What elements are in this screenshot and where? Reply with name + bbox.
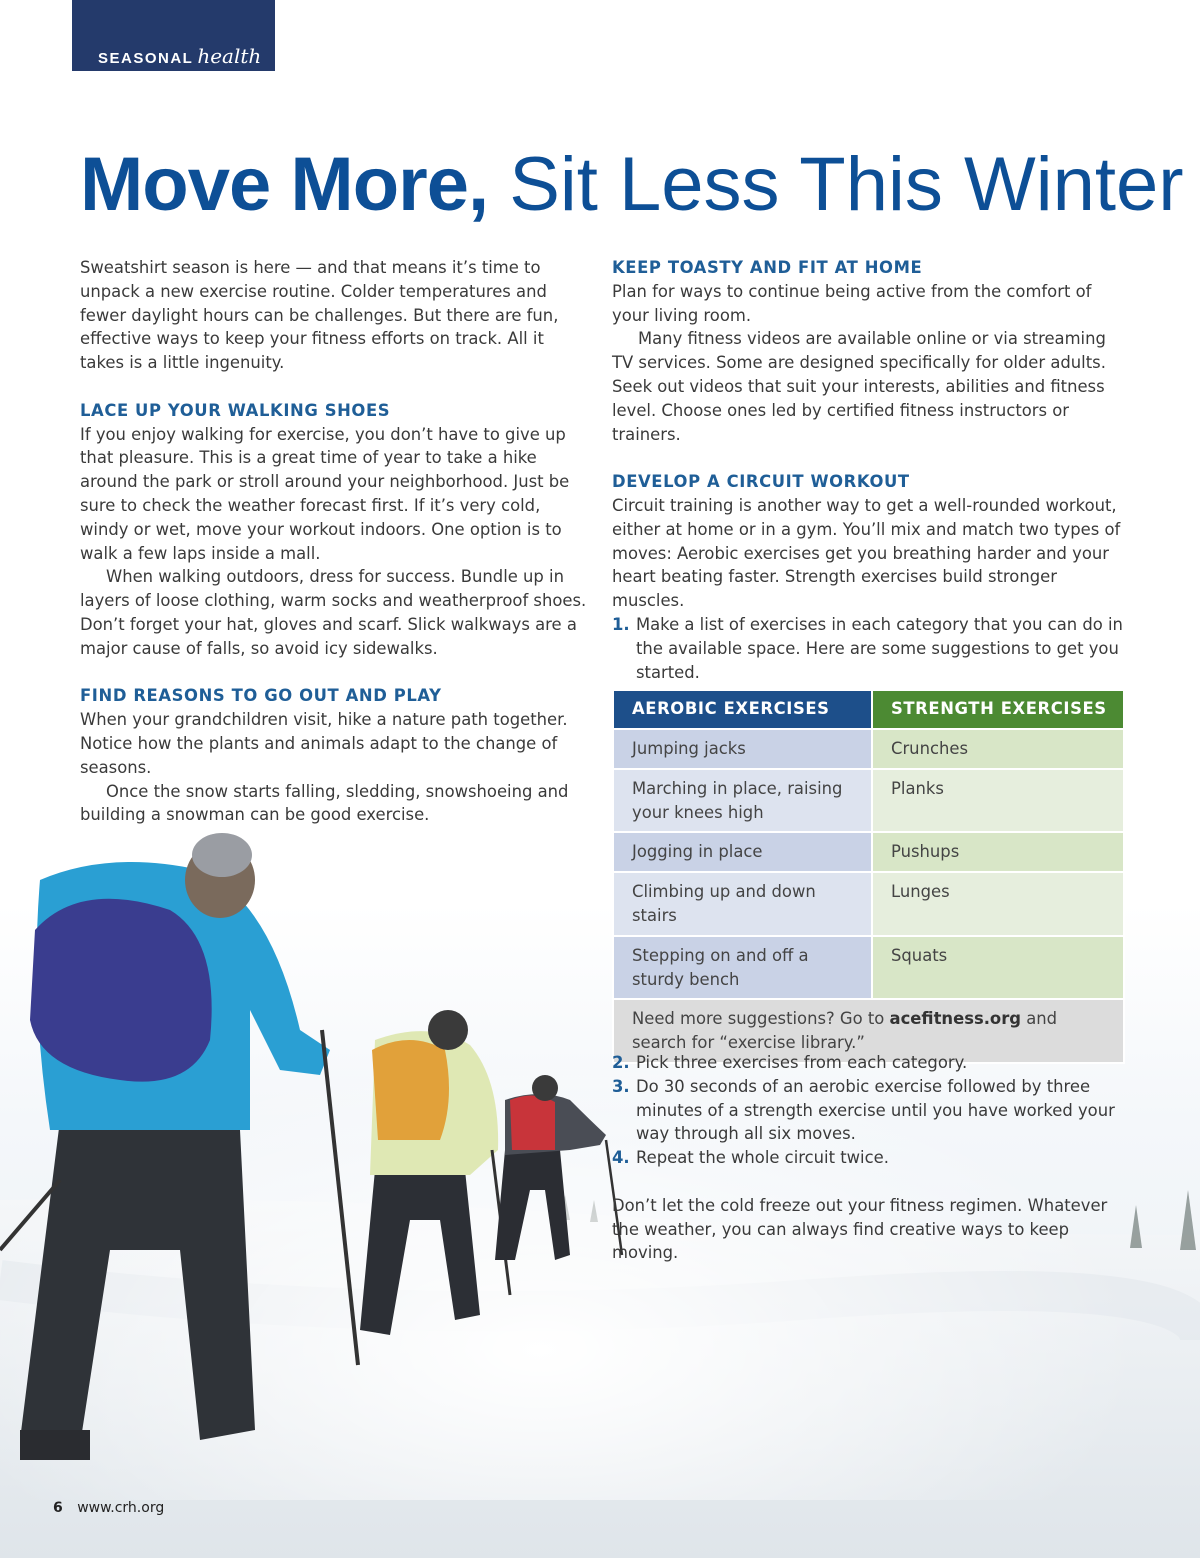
step-text: Do 30 seconds of an aerobic exercise followed by three minutes of a strength exercise until you have worked your way through all six moves. — [636, 1076, 1115, 1144]
exercise-table — [612, 689, 1125, 1064]
walking-paragraph-2: When walking outdoors, dress for success. Bundle up in layers of loose clothing, warm socks and weatherproof shoes. Don’t forget your hat, gloves and scarf. Slick walkways are a major cause of falls, so avoid icy sidewalks. — [80, 567, 587, 658]
strength-header: STRENGTH EXERCISES — [872, 690, 1124, 729]
step-text: Repeat the whole circuit twice. — [636, 1148, 889, 1168]
note-text-before: Need more suggestions? Go to — [632, 1009, 890, 1029]
table-row — [613, 936, 1124, 1000]
home-paragraph-2: Many fitness videos are available online or via streaming TV services. Some are designed specifically for older adults. Seek out videos that suit your interests, abilities and fitness level. Choose ones led by certified fitness instructors or trainers. — [612, 329, 1106, 444]
aerobic-cell: Jumping jacks — [613, 729, 872, 769]
footer-url[interactable]: www.crh.org — [77, 1500, 165, 1516]
aerobic-cell: Climbing up and down stairs — [613, 872, 872, 936]
strength-cell: Squats — [872, 936, 1124, 1000]
section-tab-script: health — [197, 44, 262, 68]
play-paragraph-1: When your grandchildren visit, hike a nature path together. Notice how the plants and animals adapt to the change of seasons. — [80, 710, 568, 777]
aerobic-cell: Marching in place, raising your knees high — [613, 769, 872, 833]
right-column-bottom — [612, 1051, 1128, 1265]
note-text-after: and search for “exercise library.” — [632, 1009, 1058, 1053]
steps-list-start — [612, 613, 1128, 684]
heading-go-out-and-play: FIND REASONS TO GO OUT AND PLAY — [80, 686, 442, 706]
home-paragraph-1: Plan for ways to continue being active from the comfort of your living room. — [612, 281, 1092, 325]
page-title-bold: Move More, — [80, 142, 489, 227]
steps-list-end — [612, 1051, 1128, 1170]
play-paragraph-2: Once the snow starts falling, sledding, snowshoeing and building a snowman can be good exercise. — [80, 781, 569, 825]
left-column — [80, 256, 590, 827]
intro-paragraph: Sweatshirt season is here — and that means it’s time to unpack a new exercise routine. Colder temperatures and fewer daylight hours can be challenges. But there are fun, effective ways to keep your fitness efforts on track. All it takes is a little ingenuity. — [80, 258, 559, 373]
step-item — [612, 1075, 1128, 1146]
walking-paragraph-1: If you enjoy walking for exercise, you don’t have to give up that pleasure. This is a great time of year to take a hike around the park or stroll around your neighborhood. Just be sure to check the weather forecast first. If it’s very cold, windy or wet, move your workout indoors. One option is to walk a few laps inside a mall. — [80, 424, 570, 563]
strength-cell: Lunges — [872, 872, 1124, 936]
strength-cell: Planks — [872, 769, 1124, 833]
strength-cell: Pushups — [872, 832, 1124, 872]
step-text: Pick three exercises from each category. — [636, 1053, 968, 1072]
page-footer — [53, 1500, 164, 1516]
section-tab — [72, 0, 275, 71]
acefitness-link[interactable]: acefitness.org — [889, 1009, 1022, 1029]
strength-cell: Crunches — [872, 729, 1124, 769]
aerobic-header: AEROBIC EXERCISES — [613, 690, 872, 729]
aerobic-cell: Stepping on and off a sturdy bench — [613, 936, 872, 1000]
step-item — [612, 1146, 1128, 1170]
closing-paragraph: Don’t let the cold freeze out your fitness regimen. Whatever the weather, you can always find creative ways to keep moving. — [612, 1195, 1108, 1263]
table-row — [613, 872, 1124, 936]
page-number: 6 — [53, 1500, 63, 1516]
step-number: 3. — [612, 1076, 630, 1096]
step-item — [612, 613, 1128, 684]
heading-fit-at-home: KEEP TOASTY AND FIT AT HOME — [612, 258, 923, 277]
page-title — [80, 140, 1184, 230]
aerobic-cell: Jogging in place — [613, 832, 872, 872]
page-title-light: Sit Less This Winter — [509, 142, 1184, 227]
table-row — [613, 832, 1124, 872]
heading-circuit-workout: DEVELOP A CIRCUIT WORKOUT — [612, 472, 910, 492]
step-number: 1. — [612, 614, 630, 634]
table-row — [613, 769, 1124, 833]
heading-walking-shoes: LACE UP YOUR WALKING SHOES — [80, 400, 391, 420]
step-text: Make a list of exercises in each category that you can do in the available space. Here are some suggestions to get you started. — [636, 614, 1123, 682]
step-item — [612, 1051, 1128, 1075]
section-tab-caps: SEASONAL — [98, 50, 194, 67]
right-column — [612, 256, 1128, 684]
table-row — [613, 729, 1124, 769]
step-number: 2. — [612, 1053, 630, 1072]
circuit-paragraph: Circuit training is another way to get a well-rounded workout, either at home or in a gym. You’ll mix and match two types of moves: Aerobic exercises get you breathing harder and your heart beating faster. Strength exercises build stronger muscles. — [612, 495, 1121, 611]
step-number: 4. — [612, 1148, 630, 1168]
